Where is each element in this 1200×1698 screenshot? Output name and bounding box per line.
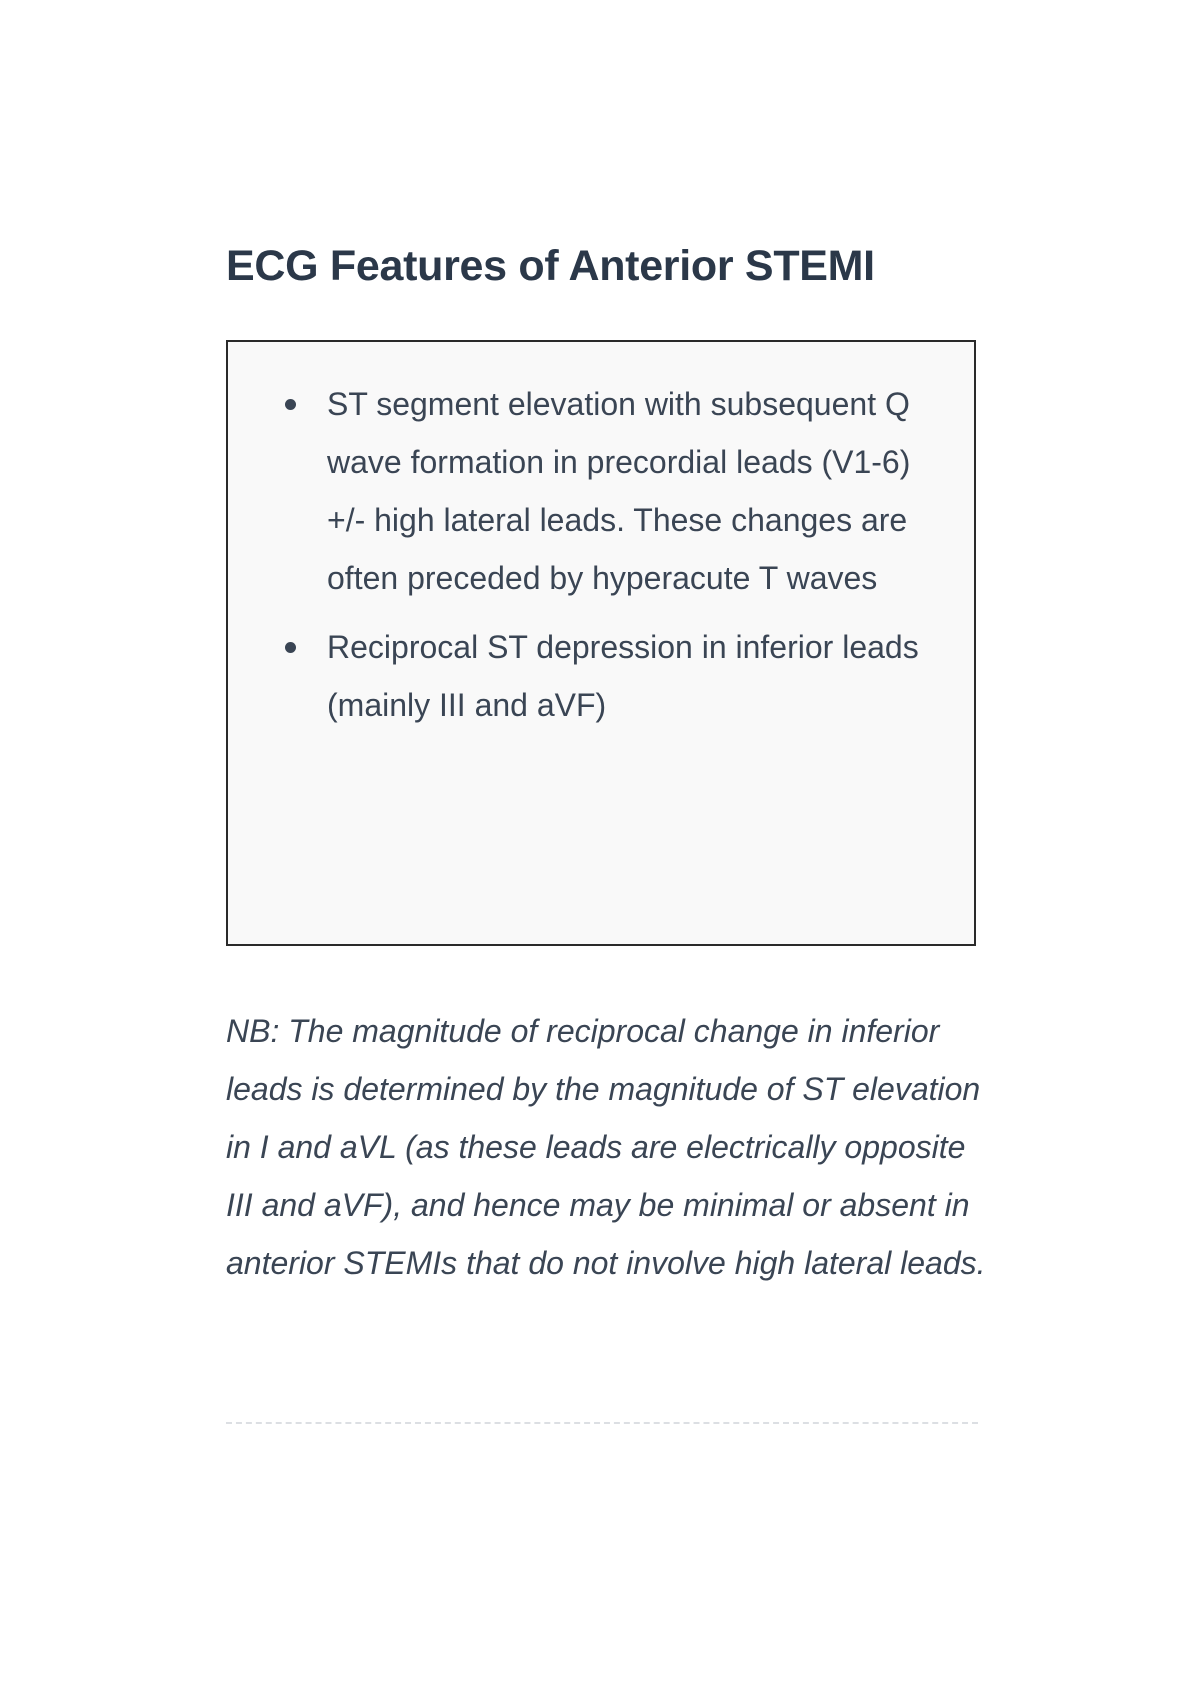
list-item-text: Reciprocal ST depression in inferior leads (mainly III and aVF)	[327, 629, 919, 723]
section-heading: ECG Features of Anterior STEMI	[226, 242, 875, 290]
features-list	[285, 375, 925, 745]
bullet-dot-icon	[285, 399, 296, 410]
note-paragraph: NB: The magnitude of reciprocal change in inferior leads is determined by the magnitude of ST elevation in I and aVL (as these leads are electrically opposite III and aVF), and hence may be minimal or absent in anterior STEMIs that do not involve high lateral leads.	[226, 1013, 986, 1281]
list-item-text: ST segment elevation with subsequent Q wave formation in precordial leads (V1-6) +/- high lateral leads. These changes are often preceded by hyperacute T waves	[327, 386, 911, 596]
list-item	[285, 375, 925, 607]
dashed-divider	[226, 1422, 978, 1424]
bullet-dot-icon	[285, 642, 296, 653]
list-item	[285, 618, 925, 734]
features-box	[226, 340, 976, 946]
